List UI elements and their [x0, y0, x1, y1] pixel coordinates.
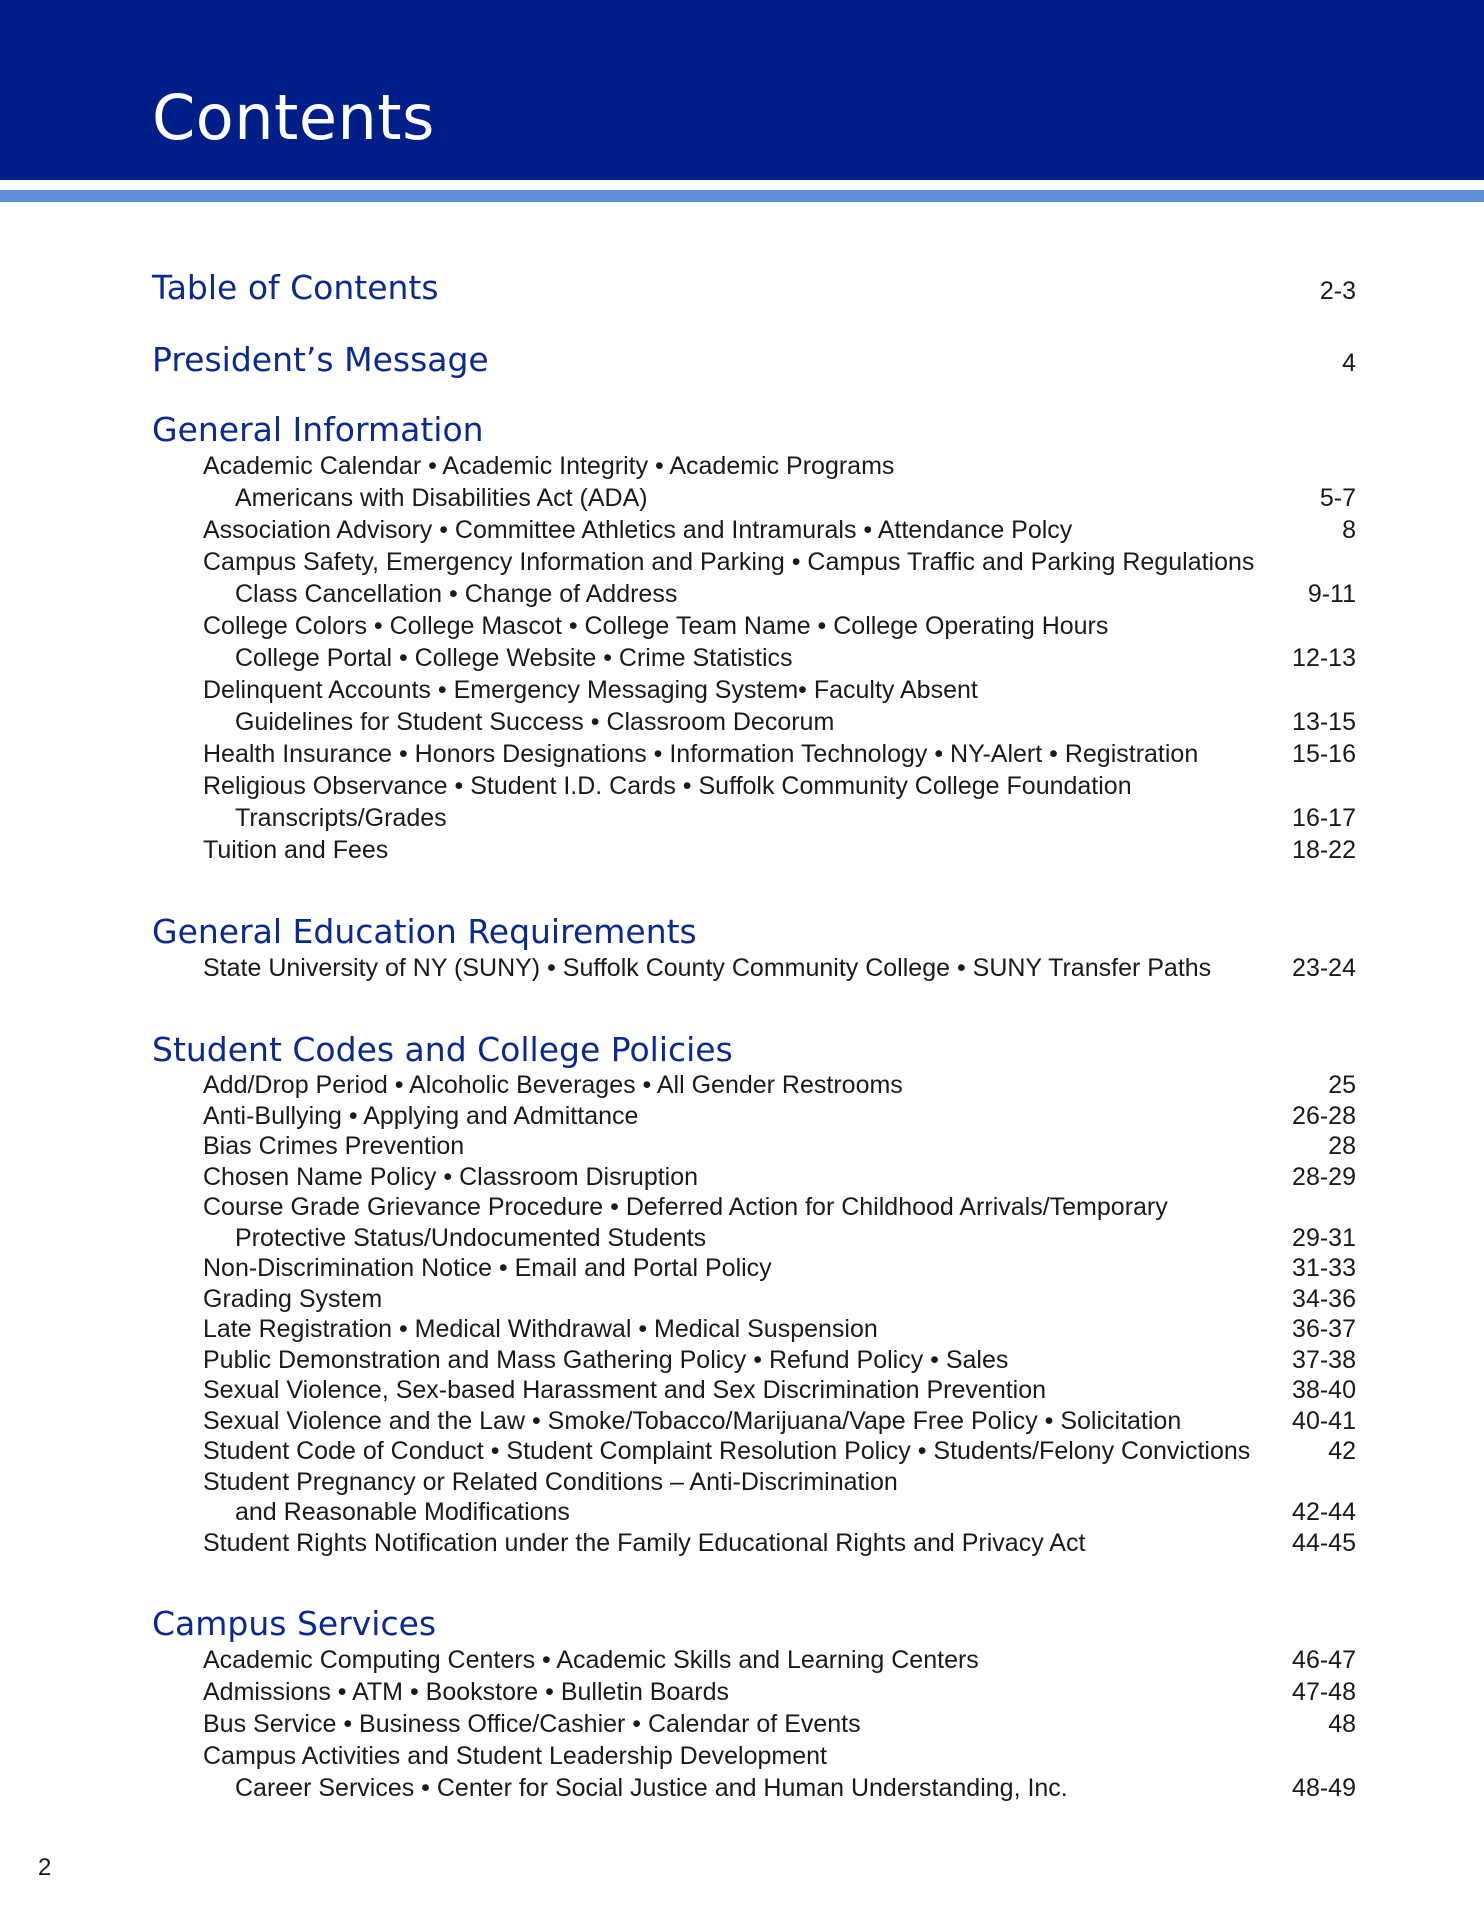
toc-row-text: College Colors • College Mascot • College Team Name • College Operating Hours	[203, 612, 1109, 640]
section-title: Campus Services	[152, 1604, 437, 1643]
toc-row-text: Academic Computing Centers • Academic Skills and Learning Centers	[203, 1646, 979, 1674]
page-range: 29-31	[1292, 1223, 1356, 1252]
toc-row[interactable]	[152, 802, 1356, 834]
toc-row[interactable]	[152, 1644, 1356, 1676]
toc-row[interactable]	[152, 1528, 1356, 1559]
section-heading[interactable]	[152, 410, 1356, 450]
toc-row-text: Student Code of Conduct • Student Complaint Resolution Policy • Students/Felony Convictions	[203, 1437, 1251, 1465]
section-general-information	[152, 410, 1356, 866]
page-range: 46-47	[1292, 1646, 1356, 1674]
page-range: 28	[1328, 1132, 1356, 1160]
toc-row-text: Student Rights Notification under the Family Educational Rights and Privacy Act	[203, 1528, 1086, 1557]
page-range: 40-41	[1292, 1406, 1356, 1435]
page-range: 5-7	[1319, 484, 1356, 512]
page-range: 26-28	[1292, 1101, 1356, 1130]
toc-row[interactable]	[152, 1467, 1356, 1498]
toc-row[interactable]	[152, 1253, 1356, 1284]
page-range: 2-3	[1319, 277, 1356, 305]
page-range: 25	[1328, 1071, 1356, 1099]
toc-row-text: Academic Calendar • Academic Integrity • Academic Programs	[203, 452, 895, 480]
page-range: 9-11	[1307, 580, 1356, 608]
header-band	[0, 0, 1484, 180]
footer-page-number: 2	[38, 1854, 52, 1881]
toc-row[interactable]	[152, 738, 1356, 770]
toc-row-text: Admissions • ATM • Bookstore • Bulletin Boards	[203, 1678, 730, 1706]
toc-row-text: Tuition and Fees	[203, 836, 389, 864]
toc-entry-table-of-contents[interactable]	[152, 268, 1356, 340]
toc-row[interactable]	[152, 1314, 1356, 1345]
page-range: 23-24	[1292, 954, 1356, 982]
toc-row-text: Religious Observance • Student I.D. Cards • Suffolk Community College Foundation	[203, 772, 1132, 800]
toc-row[interactable]	[152, 1162, 1356, 1193]
toc-entry-presidents-message[interactable]	[152, 340, 1356, 410]
toc-row-text: Chosen Name Policy • Classroom Disruption	[203, 1162, 699, 1191]
toc-row-text: Bus Service • Business Office/Cashier • Calendar of Events	[203, 1710, 861, 1738]
section-heading[interactable]	[152, 1604, 1356, 1644]
page-range: 44-45	[1292, 1528, 1356, 1557]
page-range: 31-33	[1292, 1254, 1356, 1282]
toc-row-text: Late Registration • Medical Withdrawal • Medical Suspension	[203, 1315, 878, 1343]
toc-row-text: and Reasonable Modifications	[235, 1498, 570, 1526]
section-general-education	[152, 912, 1356, 984]
section-title: General Information	[152, 410, 484, 449]
page-range: 36-37	[1292, 1315, 1356, 1343]
page-range: 38-40	[1292, 1376, 1356, 1404]
toc-row[interactable]	[152, 1101, 1356, 1132]
toc-row[interactable]	[152, 1676, 1356, 1708]
toc-row-text: Transcripts/Grades	[235, 804, 447, 832]
toc-row-text: Sexual Violence, Sex-based Harassment and Sex Discrimination Prevention	[203, 1376, 1047, 1404]
section-title: President’s Message	[152, 340, 489, 379]
toc-row-text: Public Demonstration and Mass Gathering Policy • Refund Policy • Sales	[203, 1345, 1009, 1374]
toc-row-text: Americans with Disabilities Act (ADA)	[235, 484, 648, 512]
toc-row-text: Guidelines for Student Success • Classroom Decorum	[235, 708, 835, 736]
page-range: 47-48	[1292, 1678, 1356, 1706]
toc-row[interactable]	[152, 1284, 1356, 1315]
toc-row[interactable]	[152, 674, 1356, 706]
table-of-contents	[152, 268, 1356, 1804]
section-title: General Education Requirements	[152, 912, 697, 951]
page-range: 12-13	[1292, 644, 1356, 672]
toc-row[interactable]	[152, 834, 1356, 866]
toc-row-text: Anti-Bullying • Applying and Admittance	[203, 1101, 639, 1130]
toc-row[interactable]	[152, 610, 1356, 642]
toc-row[interactable]	[152, 578, 1356, 610]
toc-row[interactable]	[152, 1192, 1356, 1223]
toc-row[interactable]	[152, 514, 1356, 546]
toc-row[interactable]	[152, 642, 1356, 674]
section-items	[152, 450, 1356, 866]
section-items	[152, 1644, 1356, 1804]
toc-row[interactable]	[152, 1740, 1356, 1772]
section-items	[152, 1070, 1356, 1558]
page-range: 13-15	[1292, 708, 1356, 736]
toc-row[interactable]	[152, 1345, 1356, 1376]
toc-row-text: Protective Status/Undocumented Students	[235, 1223, 707, 1252]
page-range: 4	[1342, 349, 1356, 377]
page-range: 42-44	[1292, 1498, 1356, 1526]
page-range: 37-38	[1292, 1345, 1356, 1374]
toc-row-text: State University of NY (SUNY) • Suffolk County Community College • SUNY Transfer Paths	[203, 954, 1212, 982]
toc-row-text: Bias Crimes Prevention	[203, 1132, 465, 1160]
toc-row[interactable]	[152, 546, 1356, 578]
section-campus-services	[152, 1604, 1356, 1804]
toc-row[interactable]	[152, 1708, 1356, 1740]
toc-row[interactable]	[152, 1223, 1356, 1254]
toc-row-text: Delinquent Accounts • Emergency Messaging System• Faculty Absent	[203, 676, 978, 704]
toc-row-text: Class Cancellation • Change of Address	[235, 580, 678, 608]
page-range: 15-16	[1292, 740, 1356, 768]
toc-row-text: Course Grade Grievance Procedure • Deferred Action for Childhood Arrivals/Temporary	[203, 1193, 1168, 1221]
toc-row[interactable]	[152, 1497, 1356, 1528]
page-range: 34-36	[1292, 1284, 1356, 1313]
section-title: Student Codes and College Policies	[152, 1030, 733, 1069]
accent-rule	[0, 190, 1484, 202]
toc-row-text: Add/Drop Period • Alcoholic Beverages • All Gender Restrooms	[203, 1071, 903, 1099]
page-title: Contents	[152, 81, 435, 154]
toc-row[interactable]	[152, 1131, 1356, 1162]
page-range: 8	[1342, 516, 1356, 544]
section-student-codes	[152, 1030, 1356, 1558]
toc-row[interactable]	[152, 706, 1356, 738]
toc-row-text: Sexual Violence and the Law • Smoke/Tobacco/Marijuana/Vape Free Policy • Solicitation	[203, 1406, 1182, 1435]
page-range: 18-22	[1292, 836, 1356, 864]
section-items	[152, 952, 1356, 984]
toc-row-text: Non-Discrimination Notice • Email and Portal Policy	[203, 1254, 772, 1282]
toc-row[interactable]	[152, 1406, 1356, 1437]
section-title: Table of Contents	[152, 268, 439, 307]
toc-row[interactable]	[152, 1772, 1356, 1804]
toc-row-text: Campus Safety, Emergency Information and Parking • Campus Traffic and Parking Regulations	[203, 548, 1255, 576]
toc-row-text: Grading System	[203, 1284, 383, 1313]
page-range: 28-29	[1292, 1162, 1356, 1191]
page-range: 42	[1328, 1437, 1356, 1465]
page-range: 16-17	[1292, 804, 1356, 832]
toc-row[interactable]	[152, 1070, 1356, 1101]
page-range: 48-49	[1292, 1774, 1356, 1802]
toc-row-text: Campus Activities and Student Leadership Development	[203, 1742, 827, 1770]
toc-row-text: College Portal • College Website • Crime Statistics	[235, 644, 793, 672]
page-range: 48	[1328, 1710, 1356, 1738]
toc-row[interactable]	[152, 1436, 1356, 1467]
toc-row[interactable]	[152, 1375, 1356, 1406]
toc-row-text: Health Insurance • Honors Designations • Information Technology • NY-Alert • Registration	[203, 740, 1199, 768]
toc-row-text: Association Advisory • Committee Athletics and Intramurals • Attendance Polcy	[203, 516, 1073, 544]
toc-row[interactable]	[152, 450, 1356, 482]
section-heading[interactable]	[152, 1030, 1356, 1070]
toc-row[interactable]	[152, 952, 1356, 984]
toc-row-text: Career Services • Center for Social Justice and Human Understanding, Inc.	[235, 1774, 1068, 1802]
toc-row[interactable]	[152, 770, 1356, 802]
toc-row-text: Student Pregnancy or Related Conditions – Anti-Discrimination	[203, 1467, 898, 1496]
toc-row[interactable]	[152, 482, 1356, 514]
section-heading[interactable]	[152, 912, 1356, 952]
